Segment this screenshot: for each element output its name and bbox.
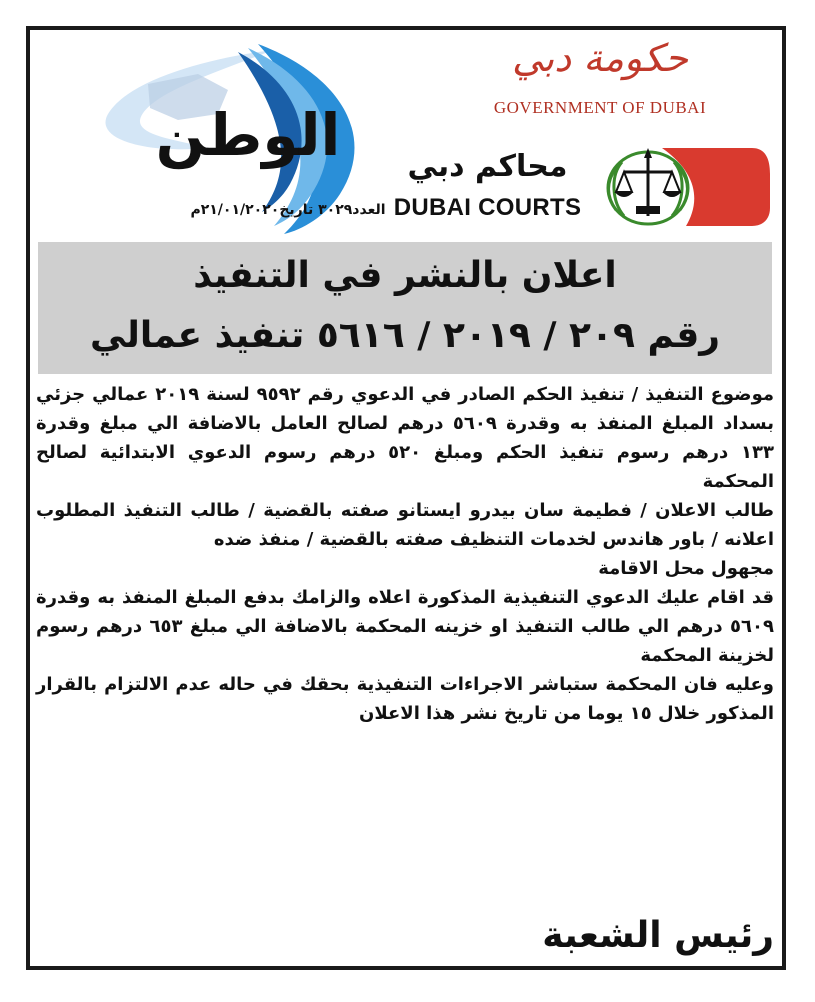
announcement-body — [36, 380, 775, 956]
newspaper-masthead — [88, 44, 386, 234]
courts-arabic-name: محاكم دبي — [407, 149, 568, 184]
announcement-title: اعلان بالنشر في التنفيذ — [193, 255, 617, 296]
signature: رئيس الشعبة — [542, 915, 774, 956]
notice-paragraph: قد اقام عليك الدعوي التنفيذية المذكورة اعلاه والزامك بدفع المبلغ المنفذ به وقدرة ٥٦٠٩ درهم الي طالب التنفيذ او خزينه المحكمة بالاضافة الي مبلغ ٦٥٣ درهم رسوم لخزينة المحكمة — [36, 587, 774, 666]
parties-paragraph: طالب الاعلان / فطيمة سان بيدرو ايستانو صفته بالقضية / طالب التنفيذ المطلوب اعلانه / باور هاندس لخدمات التنظيف صفته بالقضية / منفذ ضده — [36, 500, 774, 550]
advertisement-frame — [26, 26, 786, 970]
newspaper-name: الوطن — [155, 101, 341, 169]
execution-subject-paragraph: موضوع التنفيذ / تنفيذ الحكم الصادر في الدعوي رقم ٩٥٩٢ لسنة ٢٠١٩ عمالي جزئي بسداد المبلغ المنفذ به وقدرة ٥٦٠٩ درهم لصالح العامل بالاضافة الي مبلغ وقدرة ١٣٣ درهم رسوم تنفيذ الحكم ومبلغ ٥٢٠ درهم رسوم الدعوي الابتدائية لصالح المحكمة — [36, 384, 775, 492]
title-banner — [38, 242, 772, 374]
address-paragraph: مجهول محل الاقامة — [598, 558, 774, 579]
government-english-name: GOVERNMENT OF DUBAI — [493, 98, 707, 117]
scales-of-justice-icon — [602, 146, 770, 228]
case-number: رقم ٢٠٩ / ٢٠١٩ / ٥٦١٦ تنفيذ عمالي — [89, 315, 721, 356]
government-arabic-name: حكومة دبي — [511, 36, 689, 80]
warning-paragraph: وعليه فان المحكمة ستباشر الاجراءات التنفيذية بحقك في حاله عدم الالتزام بالقرار المذكور خلال ١٥ يوما من تاريخ نشر هذا الاعلان — [36, 674, 774, 724]
header — [30, 30, 782, 242]
courts-logo — [380, 146, 770, 228]
government-logo — [450, 36, 750, 136]
issue-date: العدد٣٠٢٩ تاريخ٢١/٠١/٢٠٢٠م — [190, 202, 386, 218]
courts-english-name: DUBAI COURTS — [393, 194, 582, 221]
